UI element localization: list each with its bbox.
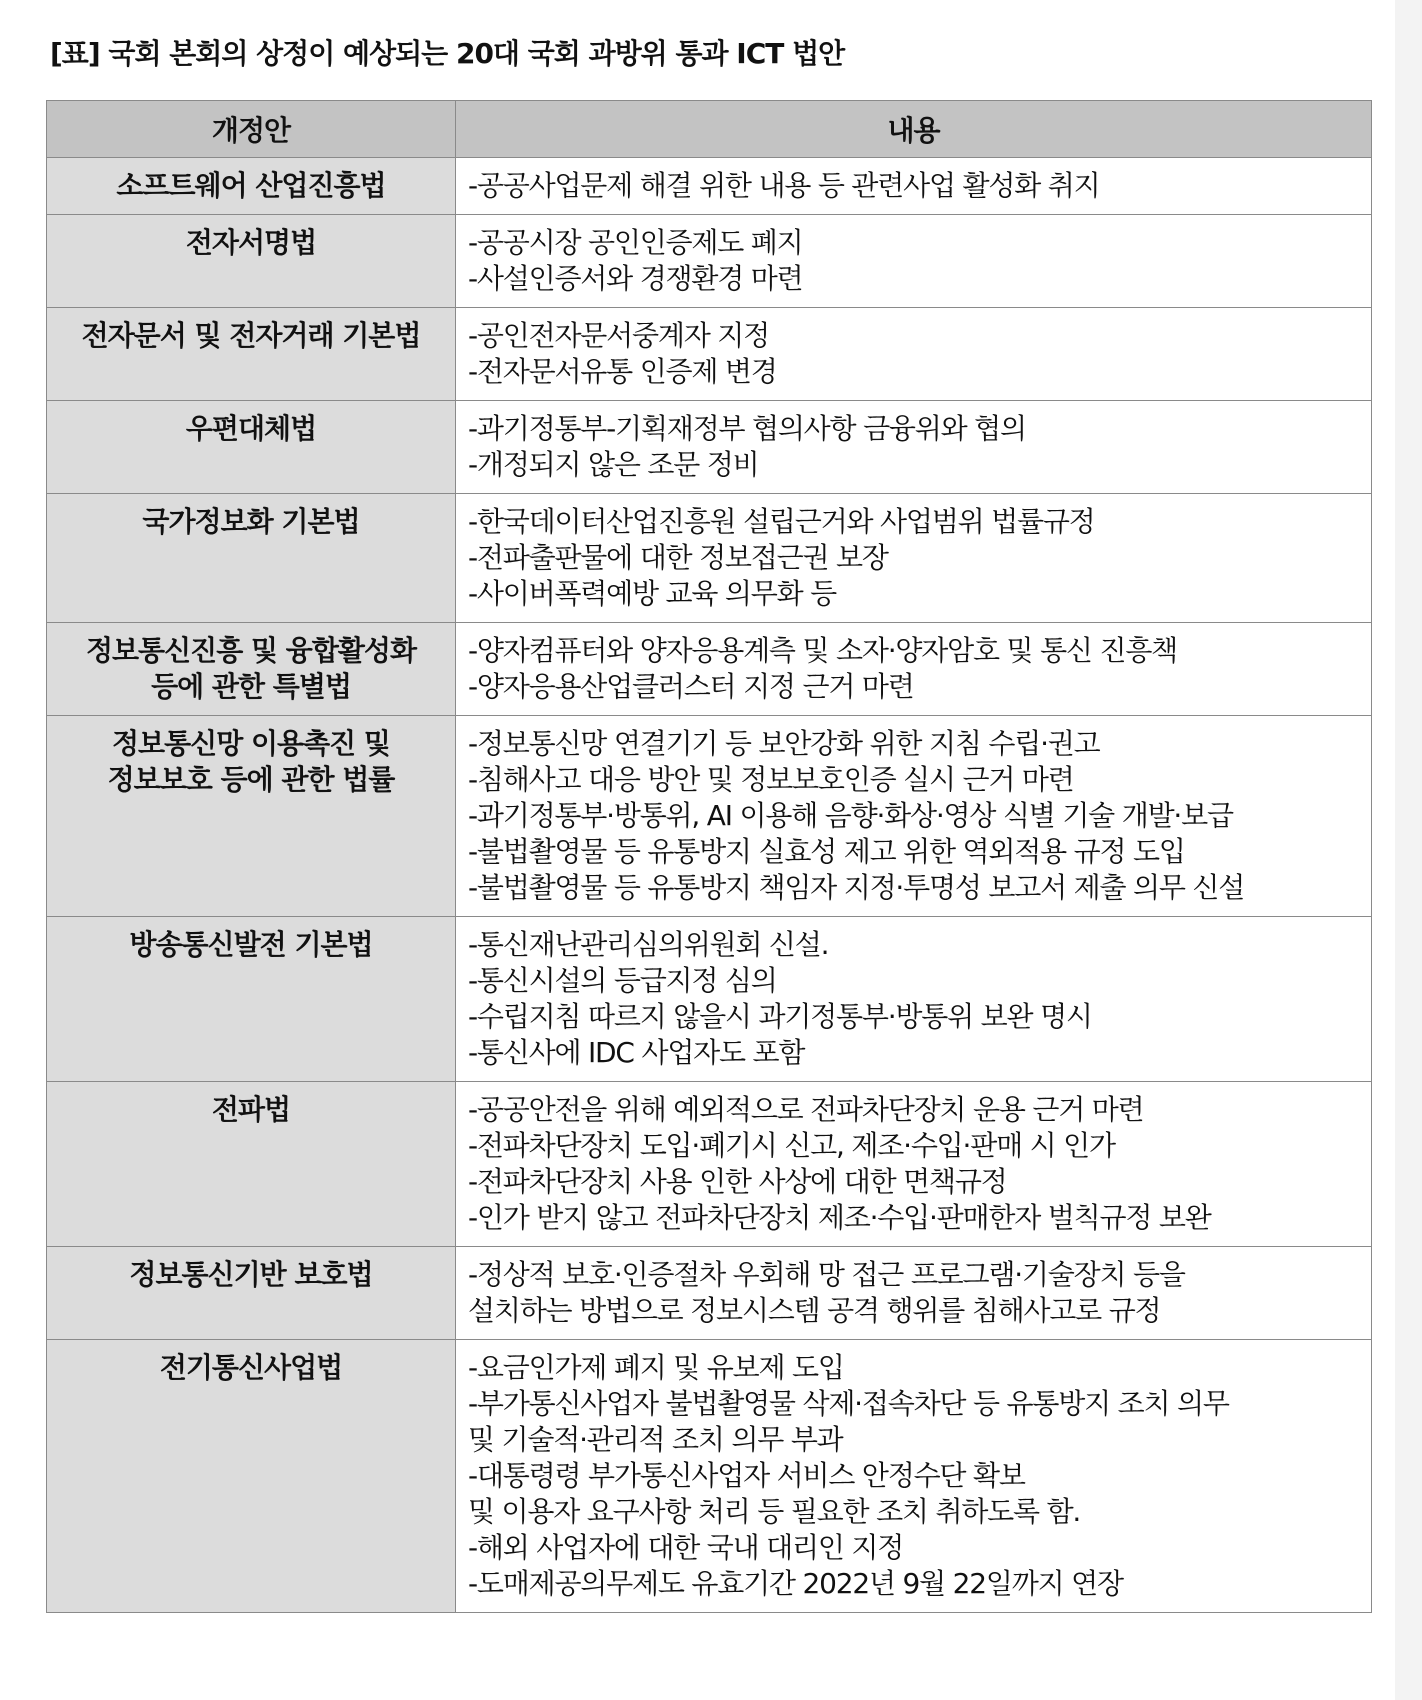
content-line: 및 이용자 요구사항 처리 등 필요한 조치 취하도록 함. — [468, 1495, 1081, 1528]
law-name: 전파법 — [211, 1093, 291, 1126]
law-content-cell — [456, 494, 1372, 623]
content-line: -개정되지 않은 조문 정비 — [468, 448, 759, 481]
table-row — [47, 215, 1372, 308]
law-name-cell — [47, 917, 456, 1082]
content-line: -공공사업문제 해결 위한 내용 등 관련사업 활성화 취지 — [468, 169, 1100, 202]
content-line: -공공안전을 위해 예외적으로 전파차단장치 운용 근거 마련 — [468, 1093, 1144, 1126]
content-line: -사이버폭력예방 교육 의무화 등 — [468, 577, 837, 610]
header-content: 내용 — [456, 101, 1372, 158]
law-name: 전기통신사업법 — [159, 1351, 343, 1384]
law-content-cell — [456, 158, 1372, 215]
content-line: -통신시설의 등급지정 심의 — [468, 964, 777, 997]
content-line: -사설인증서와 경쟁환경 마련 — [468, 262, 803, 295]
content-line: -전파출판물에 대한 정보접근권 보장 — [468, 541, 888, 574]
content-line: -불법촬영물 등 유통방지 실효성 제고 위한 역외적용 규정 도입 — [468, 835, 1185, 868]
law-name: 정보통신망 이용촉진 및 — [112, 727, 390, 760]
table-row — [47, 716, 1372, 917]
content-line: -통신사에 IDC 사업자도 포함 — [468, 1036, 805, 1069]
law-content-cell — [456, 1082, 1372, 1247]
content-line: -대통령령 부가통신사업자 서비스 안정수단 확보 — [468, 1459, 1025, 1492]
table-title: [표] 국회 본회의 상정이 예상되는 20대 국회 과방위 통과 ICT 법안 — [50, 37, 845, 70]
content-line: -공공시장 공인인증제도 폐지 — [468, 226, 803, 259]
content-line: -과기정통부·방통위, AI 이용해 음향·화상·영상 식별 기술 개발·보급 — [468, 799, 1233, 832]
content-line: -정상적 보호·인증절차 우회해 망 접근 프로그램·기술장치 등을 — [468, 1258, 1185, 1291]
table-row — [47, 158, 1372, 215]
law-name-cell — [47, 308, 456, 401]
law-name: 전자문서 및 전자거래 기본법 — [81, 319, 421, 352]
table-row — [47, 917, 1372, 1082]
content-line: 및 기술적·관리적 조치 의무 부과 — [468, 1423, 843, 1456]
law-name-cell — [47, 158, 456, 215]
ict-bill-table — [46, 100, 1372, 1613]
table-row — [47, 1340, 1372, 1613]
table-row — [47, 1247, 1372, 1340]
content-line: -공인전자문서중계자 지정 — [468, 319, 769, 352]
law-content-cell — [456, 623, 1372, 716]
table-row — [47, 623, 1372, 716]
content-line: -침해사고 대응 방안 및 정보보호인증 실시 근거 마련 — [468, 763, 1074, 796]
content-line: -양자컴퓨터와 양자응용계측 및 소자·양자암호 및 통신 진흥책 — [468, 634, 1178, 667]
header-law: 개정안 — [47, 101, 456, 158]
law-content-cell — [456, 401, 1372, 494]
content-line: -통신재난관리심의위원회 신설. — [468, 928, 829, 961]
law-name-cell — [47, 215, 456, 308]
content-line: -부가통신사업자 불법촬영물 삭제·접속차단 등 유통방지 조치 의무 — [468, 1387, 1229, 1420]
law-content-cell — [456, 308, 1372, 401]
table-row — [47, 308, 1372, 401]
table-header-row — [47, 101, 1372, 158]
law-name: 우편대체법 — [185, 412, 317, 445]
content-line: -정보통신망 연결기기 등 보안강화 위한 지침 수립·권고 — [468, 727, 1100, 760]
content-line: -전자문서유통 인증제 변경 — [468, 355, 777, 388]
law-content-cell — [456, 1247, 1372, 1340]
content-line: -과기정통부-기획재정부 협의사항 금융위와 협의 — [468, 412, 1026, 445]
law-name: 소프트웨어 산업진흥법 — [116, 169, 386, 202]
law-name: 전자서명법 — [185, 226, 317, 259]
content-line: -요금인가제 폐지 및 유보제 도입 — [468, 1351, 844, 1384]
table-row — [47, 1082, 1372, 1247]
law-name: 정보통신기반 보호법 — [129, 1258, 373, 1291]
law-name: 국가정보화 기본법 — [142, 505, 360, 538]
content-line: -전파차단장치 사용 인한 사상에 대한 면책규정 — [468, 1165, 1007, 1198]
law-content-cell — [456, 716, 1372, 917]
law-name: 방송통신발전 기본법 — [129, 928, 373, 961]
law-name: 정보통신진흥 및 융합활성화 — [85, 634, 417, 667]
law-name-cell — [47, 1082, 456, 1247]
table-row — [47, 494, 1372, 623]
law-name-cell — [47, 716, 456, 917]
content-line: -양자응용산업클러스터 지정 근거 마련 — [468, 670, 914, 703]
content-line: -전파차단장치 도입·폐기시 신고, 제조·수입·판매 시 인가 — [468, 1129, 1115, 1162]
law-name: 등에 관한 특별법 — [151, 670, 351, 703]
content-line: -도매제공의무제도 유효기간 2022년 9월 22일까지 연장 — [468, 1567, 1123, 1600]
law-content-cell — [456, 917, 1372, 1082]
law-name-cell — [47, 623, 456, 716]
law-content-cell — [456, 1340, 1372, 1613]
content-line: -인가 받지 않고 전파차단장치 제조·수입·판매한자 벌칙규정 보완 — [468, 1201, 1211, 1234]
law-name: 정보보호 등에 관한 법률 — [107, 763, 395, 796]
content-line: -해외 사업자에 대한 국내 대리인 지정 — [468, 1531, 904, 1564]
content-line: 설치하는 방법으로 정보시스템 공격 행위를 침해사고로 규정 — [468, 1294, 1161, 1327]
law-name-cell — [47, 494, 456, 623]
law-name-cell — [47, 1247, 456, 1340]
content-line: -불법촬영물 등 유통방지 책임자 지정·투명성 보고서 제출 의무 신설 — [468, 871, 1245, 904]
law-name-cell — [47, 401, 456, 494]
table-body — [47, 158, 1372, 1613]
table-row — [47, 401, 1372, 494]
law-name-cell — [47, 1340, 456, 1613]
content-line: -수립지침 따르지 않을시 과기정통부·방통위 보완 명시 — [468, 1000, 1092, 1033]
content-line: -한국데이터산업진흥원 설립근거와 사업범위 법률규정 — [468, 505, 1095, 538]
law-content-cell — [456, 215, 1372, 308]
